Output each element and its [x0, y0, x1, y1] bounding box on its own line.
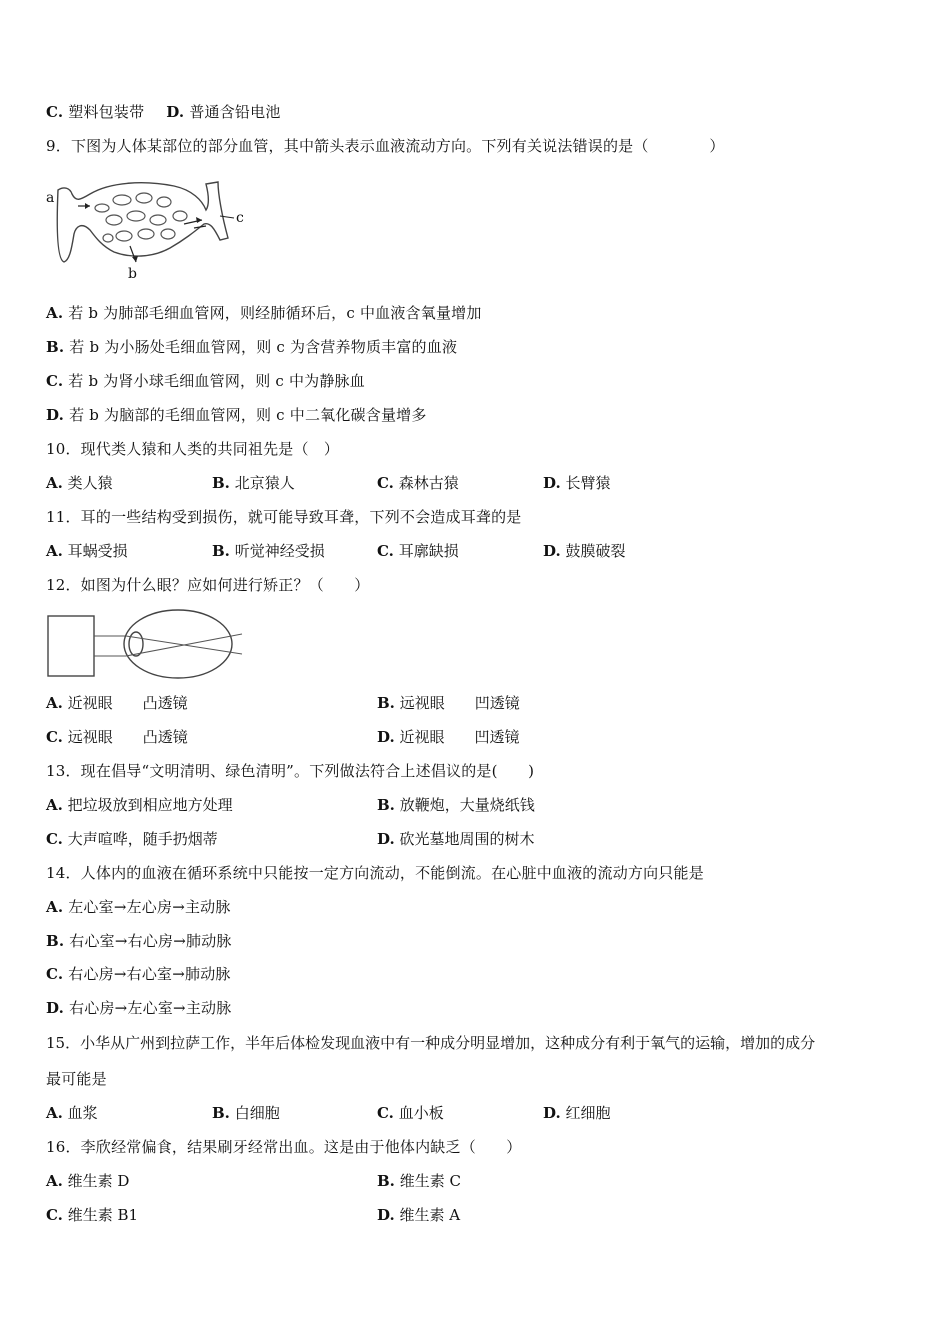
q16-option-c-letter: C.: [46, 1206, 63, 1224]
q12-option-d-text: 近视眼 凹透镜: [399, 728, 520, 746]
q9-fig-label-a: a: [46, 190, 55, 206]
q16-option-b-letter: B.: [377, 1172, 395, 1190]
q10-option-d-letter: D.: [543, 474, 561, 492]
q10-option-a: [46, 473, 113, 493]
q12-option-b-letter: B.: [377, 694, 395, 712]
q10-stem: 10．现代类人猿和人类的共同祖先是（ ）: [46, 440, 340, 458]
q15-stem-line2: 最可能是: [46, 1070, 107, 1088]
q11-option-d-letter: D.: [543, 542, 561, 560]
q16-option-b-text: 维生素 C: [399, 1172, 461, 1190]
q10-option-a-text: 类人猿: [67, 474, 113, 492]
q15-option-b-letter: B.: [212, 1104, 230, 1122]
q13-option-a: [46, 795, 233, 815]
q15-option-b-text: 白细胞: [234, 1104, 280, 1122]
q14-option-c-text: 右心房→右心室→肺动脉: [68, 965, 231, 983]
q14-option-b-text: 右心室→右心房→肺动脉: [69, 932, 232, 950]
q11-option-c: [377, 541, 459, 561]
q12-option-c-letter: C.: [46, 728, 63, 746]
q9-option-c-letter: C.: [46, 372, 64, 390]
q10-option-a-letter: A.: [46, 474, 63, 492]
q15-option-d: [543, 1103, 611, 1123]
q8-option-c-letter: C.: [46, 103, 64, 121]
q11-option-b: [212, 541, 325, 561]
q12-option-b-text: 远视眼 凹透镜: [399, 694, 520, 712]
q8-options: [46, 102, 281, 122]
q14-option-c-letter: C.: [46, 965, 64, 983]
q12-option-d-letter: D.: [377, 728, 395, 746]
q12-stem: 12．如图为什么眼？应如何进行矫正？（ ）: [46, 576, 370, 594]
q9-option-d: [46, 405, 427, 425]
q11-option-a: [46, 541, 128, 561]
q9-option-d-letter: D.: [46, 406, 65, 424]
q9-option-a: [46, 303, 482, 323]
q10-option-d-text: 长臂猿: [565, 474, 611, 492]
q9-option-b: [46, 337, 457, 357]
q13-option-c-text: 大声喧哗，随手扔烟蒂: [67, 830, 218, 848]
q8-option-d-text: 普通含铅电池: [189, 103, 281, 121]
q16-option-b: [377, 1171, 461, 1191]
q12-option-c: [46, 727, 188, 747]
q12-option-a: [46, 693, 188, 713]
q15-option-c: [377, 1103, 444, 1123]
q12-option-b: [377, 693, 520, 713]
q14-option-d-text: 右心房→左心室→主动脉: [69, 999, 232, 1017]
q15-option-c-text: 血小板: [398, 1104, 444, 1122]
q11-option-c-letter: C.: [377, 542, 394, 560]
q13-stem: 13．现在倡导“文明清明、绿色清明”。下列做法符合上述倡议的是( ): [46, 762, 535, 780]
q15-option-d-letter: D.: [543, 1104, 561, 1122]
q10-option-d: [543, 473, 611, 493]
q9-option-b-text: 若 b 为小肠处毛细血管网，则 c 为含营养物质丰富的血液: [69, 338, 458, 356]
q16-option-a-letter: A.: [46, 1172, 63, 1190]
q14-option-c: [46, 964, 231, 984]
q9-fig-label-b: b: [128, 266, 137, 282]
q13-option-b-letter: B.: [377, 796, 395, 814]
q12-option-d: [377, 727, 520, 747]
q13-option-a-text: 把垃圾放到相应地方处理: [67, 796, 233, 814]
q13-option-d-letter: D.: [377, 830, 395, 848]
q15-option-c-letter: C.: [377, 1104, 394, 1122]
q13-option-c-letter: C.: [46, 830, 63, 848]
q8-option-d-letter: D.: [166, 103, 185, 121]
q11-option-a-letter: A.: [46, 542, 63, 560]
q10-option-c: [377, 473, 459, 493]
q16-option-a-text: 维生素 D: [67, 1172, 130, 1190]
q13-option-c: [46, 829, 218, 849]
q10-option-b-text: 北京猿人: [234, 474, 295, 492]
q14-stem: 14．人体内的血液在循环系统中只能按一定方向流动，不能倒流。在心脏中血液的流动方向只能是: [46, 864, 704, 882]
q15-option-a: [46, 1103, 98, 1123]
q16-option-d-text: 维生素 A: [399, 1206, 461, 1224]
q10-option-b: [212, 473, 295, 493]
q9-option-d-text: 若 b 为脑部的毛细血管网，则 c 中二氧化碳含量增多: [69, 406, 427, 424]
q14-option-b: [46, 931, 232, 951]
q11-option-d: [543, 541, 626, 561]
q13-option-d: [377, 829, 535, 849]
q12-option-a-letter: A.: [46, 694, 63, 712]
q14-option-a: [46, 897, 231, 917]
q16-option-c-text: 维生素 B1: [67, 1206, 139, 1224]
q9-blood-vessel-figure: [44, 176, 254, 284]
q16-option-d-letter: D.: [377, 1206, 395, 1224]
q14-option-b-letter: B.: [46, 932, 65, 950]
q9-option-a-letter: A.: [46, 304, 64, 322]
q11-option-b-letter: B.: [212, 542, 230, 560]
q13-option-b-text: 放鞭炮，大量烧纸钱: [399, 796, 535, 814]
q13-option-a-letter: A.: [46, 796, 63, 814]
q10-option-c-letter: C.: [377, 474, 394, 492]
q13-option-b: [377, 795, 535, 815]
q15-option-a-text: 血浆: [67, 1104, 98, 1122]
q12-option-c-text: 远视眼 凸透镜: [67, 728, 188, 746]
q16-option-a: [46, 1171, 129, 1191]
q9-option-c-text: 若 b 为肾小球毛细血管网，则 c 中为静脉血: [68, 372, 365, 390]
q11-option-b-text: 听觉神经受损: [234, 542, 325, 560]
q15-option-b: [212, 1103, 280, 1123]
q12-eye-diagram-figure: [46, 606, 246, 680]
q11-option-a-text: 耳蜗受损: [67, 542, 128, 560]
q12-option-a-text: 近视眼 凸透镜: [67, 694, 188, 712]
q14-option-d-letter: D.: [46, 999, 65, 1017]
q14-option-d: [46, 998, 231, 1018]
q10-option-c-text: 森林古猿: [398, 474, 459, 492]
q10-option-b-letter: B.: [212, 474, 230, 492]
q16-option-d: [377, 1205, 460, 1225]
q15-stem-line1: 15．小华从广州到拉萨工作，半年后体检发现血液中有一种成分明显增加，这种成分有利于氧气的运输，增加的成分: [46, 1034, 816, 1052]
q15-option-d-text: 红细胞: [565, 1104, 611, 1122]
q11-stem: 11．耳的一些结构受到损伤，就可能导致耳聋，下列不会造成耳聋的是: [46, 508, 522, 526]
q9-option-a-text: 若 b 为肺部毛细血管网，则经肺循环后，c 中血液含氧量增加: [68, 304, 482, 322]
q9-option-c: [46, 371, 365, 391]
q11-option-c-text: 耳廓缺损: [398, 542, 459, 560]
q16-option-c: [46, 1205, 138, 1225]
q14-option-a-text: 左心室→左心房→主动脉: [68, 898, 231, 916]
q9-fig-label-c: c: [236, 210, 244, 226]
q8-option-c-text: 塑料包装带: [68, 103, 145, 121]
q16-stem: 16．李欣经常偏食，结果刷牙经常出血。这是由于他体内缺乏（ ）: [46, 1138, 522, 1156]
q11-option-d-text: 鼓膜破裂: [565, 542, 626, 560]
q15-option-a-letter: A.: [46, 1104, 63, 1122]
q9-option-b-letter: B.: [46, 338, 65, 356]
q9-stem: 9．下图为人体某部位的部分血管，其中箭头表示血液流动方向。下列有关说法错误的是（ ）: [46, 137, 725, 155]
q14-option-a-letter: A.: [46, 898, 64, 916]
q13-option-d-text: 砍光墓地周围的树木: [399, 830, 535, 848]
